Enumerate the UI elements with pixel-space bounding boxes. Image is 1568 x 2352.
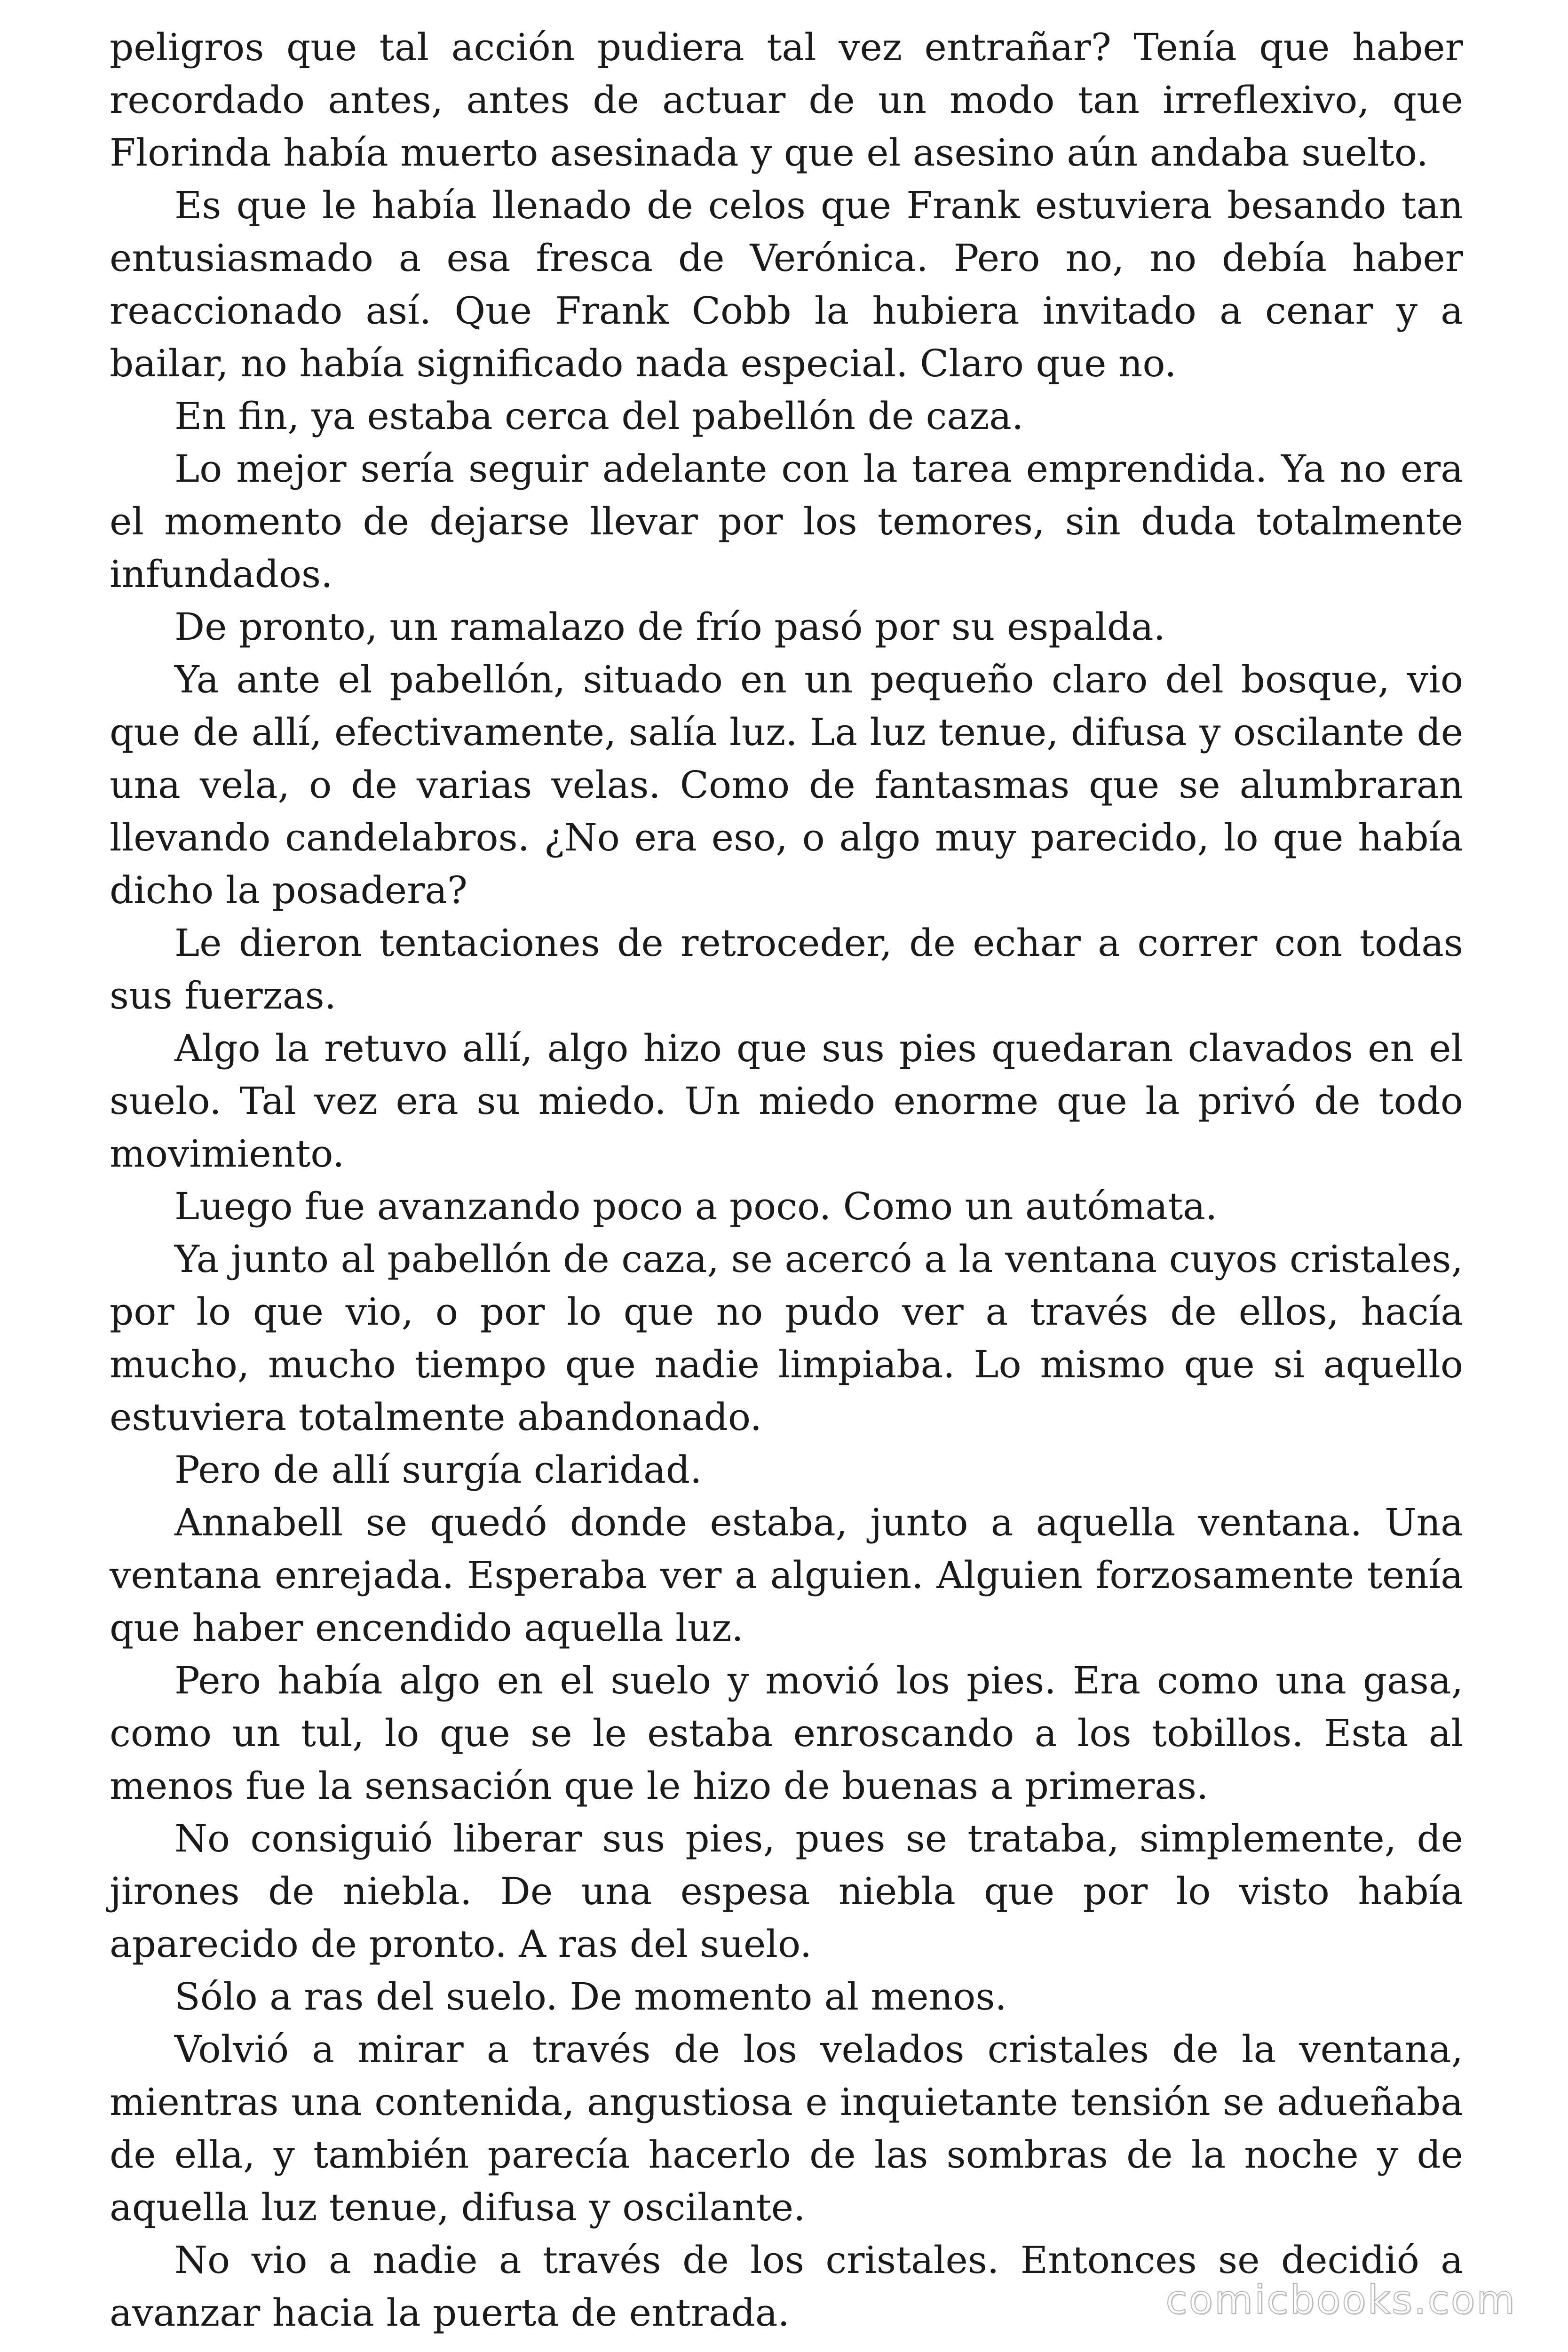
paragraph-16: Volvió a mirar a través de los velados cristales de la ventana, mientras una contenida, angustiosa e inquietante tensión se adueñaba de ella, y también parecía hacerlo de las sombras de la noche y de aquella luz tenue, difusa y oscilante. (110, 2027, 1463, 2229)
paragraph-15: Sólo a ras del suelo. De momento al menos. (174, 1975, 1007, 2018)
paragraph-11: Pero de allí surgía claridad. (174, 1448, 702, 1492)
body-text (110, 21, 1463, 2339)
paragraph-3: En fin, ya estaba cerca del pabellón de caza. (174, 394, 1024, 438)
paragraph-9: Luego fue avanzando poco a poco. Como un autómata. (174, 1184, 1218, 1228)
paragraph-5: De pronto, un ramalazo de frío pasó por su espalda. (174, 605, 1166, 649)
paragraph-12: Annabell se quedó donde estaba, junto a aquella ventana. Una ventana enrejada. Esperaba ver a alguien. Alguien forzosamente tenía que haber encendido aquella luz. (110, 1501, 1463, 1650)
paragraph-13: Pero había algo en el suelo y movió los pies. Era como una gasa, como un tul, lo que se le estaba enroscando a los tobillos. Esta al menos fue la sensación que le hizo de buenas a primeras. (110, 1659, 1463, 1808)
paragraph-4: Lo mejor sería seguir adelante con la tarea emprendida. Ya no era el momento de dejarse llevar por los temores, sin duda totalmente infundados. (110, 447, 1463, 596)
paragraph-7: Le dieron tentaciones de retroceder, de echar a correr con todas sus fuerzas. (110, 921, 1463, 1017)
paragraph-2: Es que le había llenado de celos que Frank estuviera besando tan entusiasmado a esa fresca de Verónica. Pero no, no debía haber reaccionado así. Que Frank Cobb la hubiera invitado a cenar y a bailar, no había significado nada especial. Claro que no. (110, 183, 1463, 385)
watermark: comicbooks.com (1165, 2277, 1516, 2323)
paragraph-6: Ya ante el pabellón, situado en un pequeño claro del bosque, vio que de allí, efectivamente, salía luz. La luz tenue, difusa y oscilante de una vela, o de varias velas. Como de fantasmas que se alumbraran llevando candelabros. ¿No era eso, o algo muy parecido, lo que había dicho la posadera? (110, 658, 1463, 912)
paragraph-14: No consiguió liberar sus pies, pues se trataba, simplemente, de jirones de niebla. De una espesa niebla que por lo visto había aparecido de pronto. A ras del suelo. (110, 1817, 1463, 1966)
paragraph-17: No vio a nadie a través de los cristales. Entonces se decidió a avanzar hacia la puerta de entrada. (110, 2238, 1463, 2335)
paragraph-8: Algo la retuvo allí, algo hizo que sus pies quedaran clavados en el suelo. Tal vez era su miedo. Un miedo enorme que la privó de todo movimiento. (110, 1026, 1463, 1176)
paragraph-10: Ya junto al pabellón de caza, se acercó a la ventana cuyos cristales, por lo que vio, o por lo que no pudo ver a través de ellos, hacía mucho, mucho tiempo que nadie limpiaba. Lo mismo que si aquello estuviera totalmente abandonado. (110, 1237, 1463, 1439)
paragraph-1: peligros que tal acción pudiera tal vez entrañar? Tenía que haber recordado antes, antes de actuar de un modo tan irreflexivo, que Florinda había muerto asesinada y que el asesino aún andaba suelto. (110, 25, 1463, 175)
